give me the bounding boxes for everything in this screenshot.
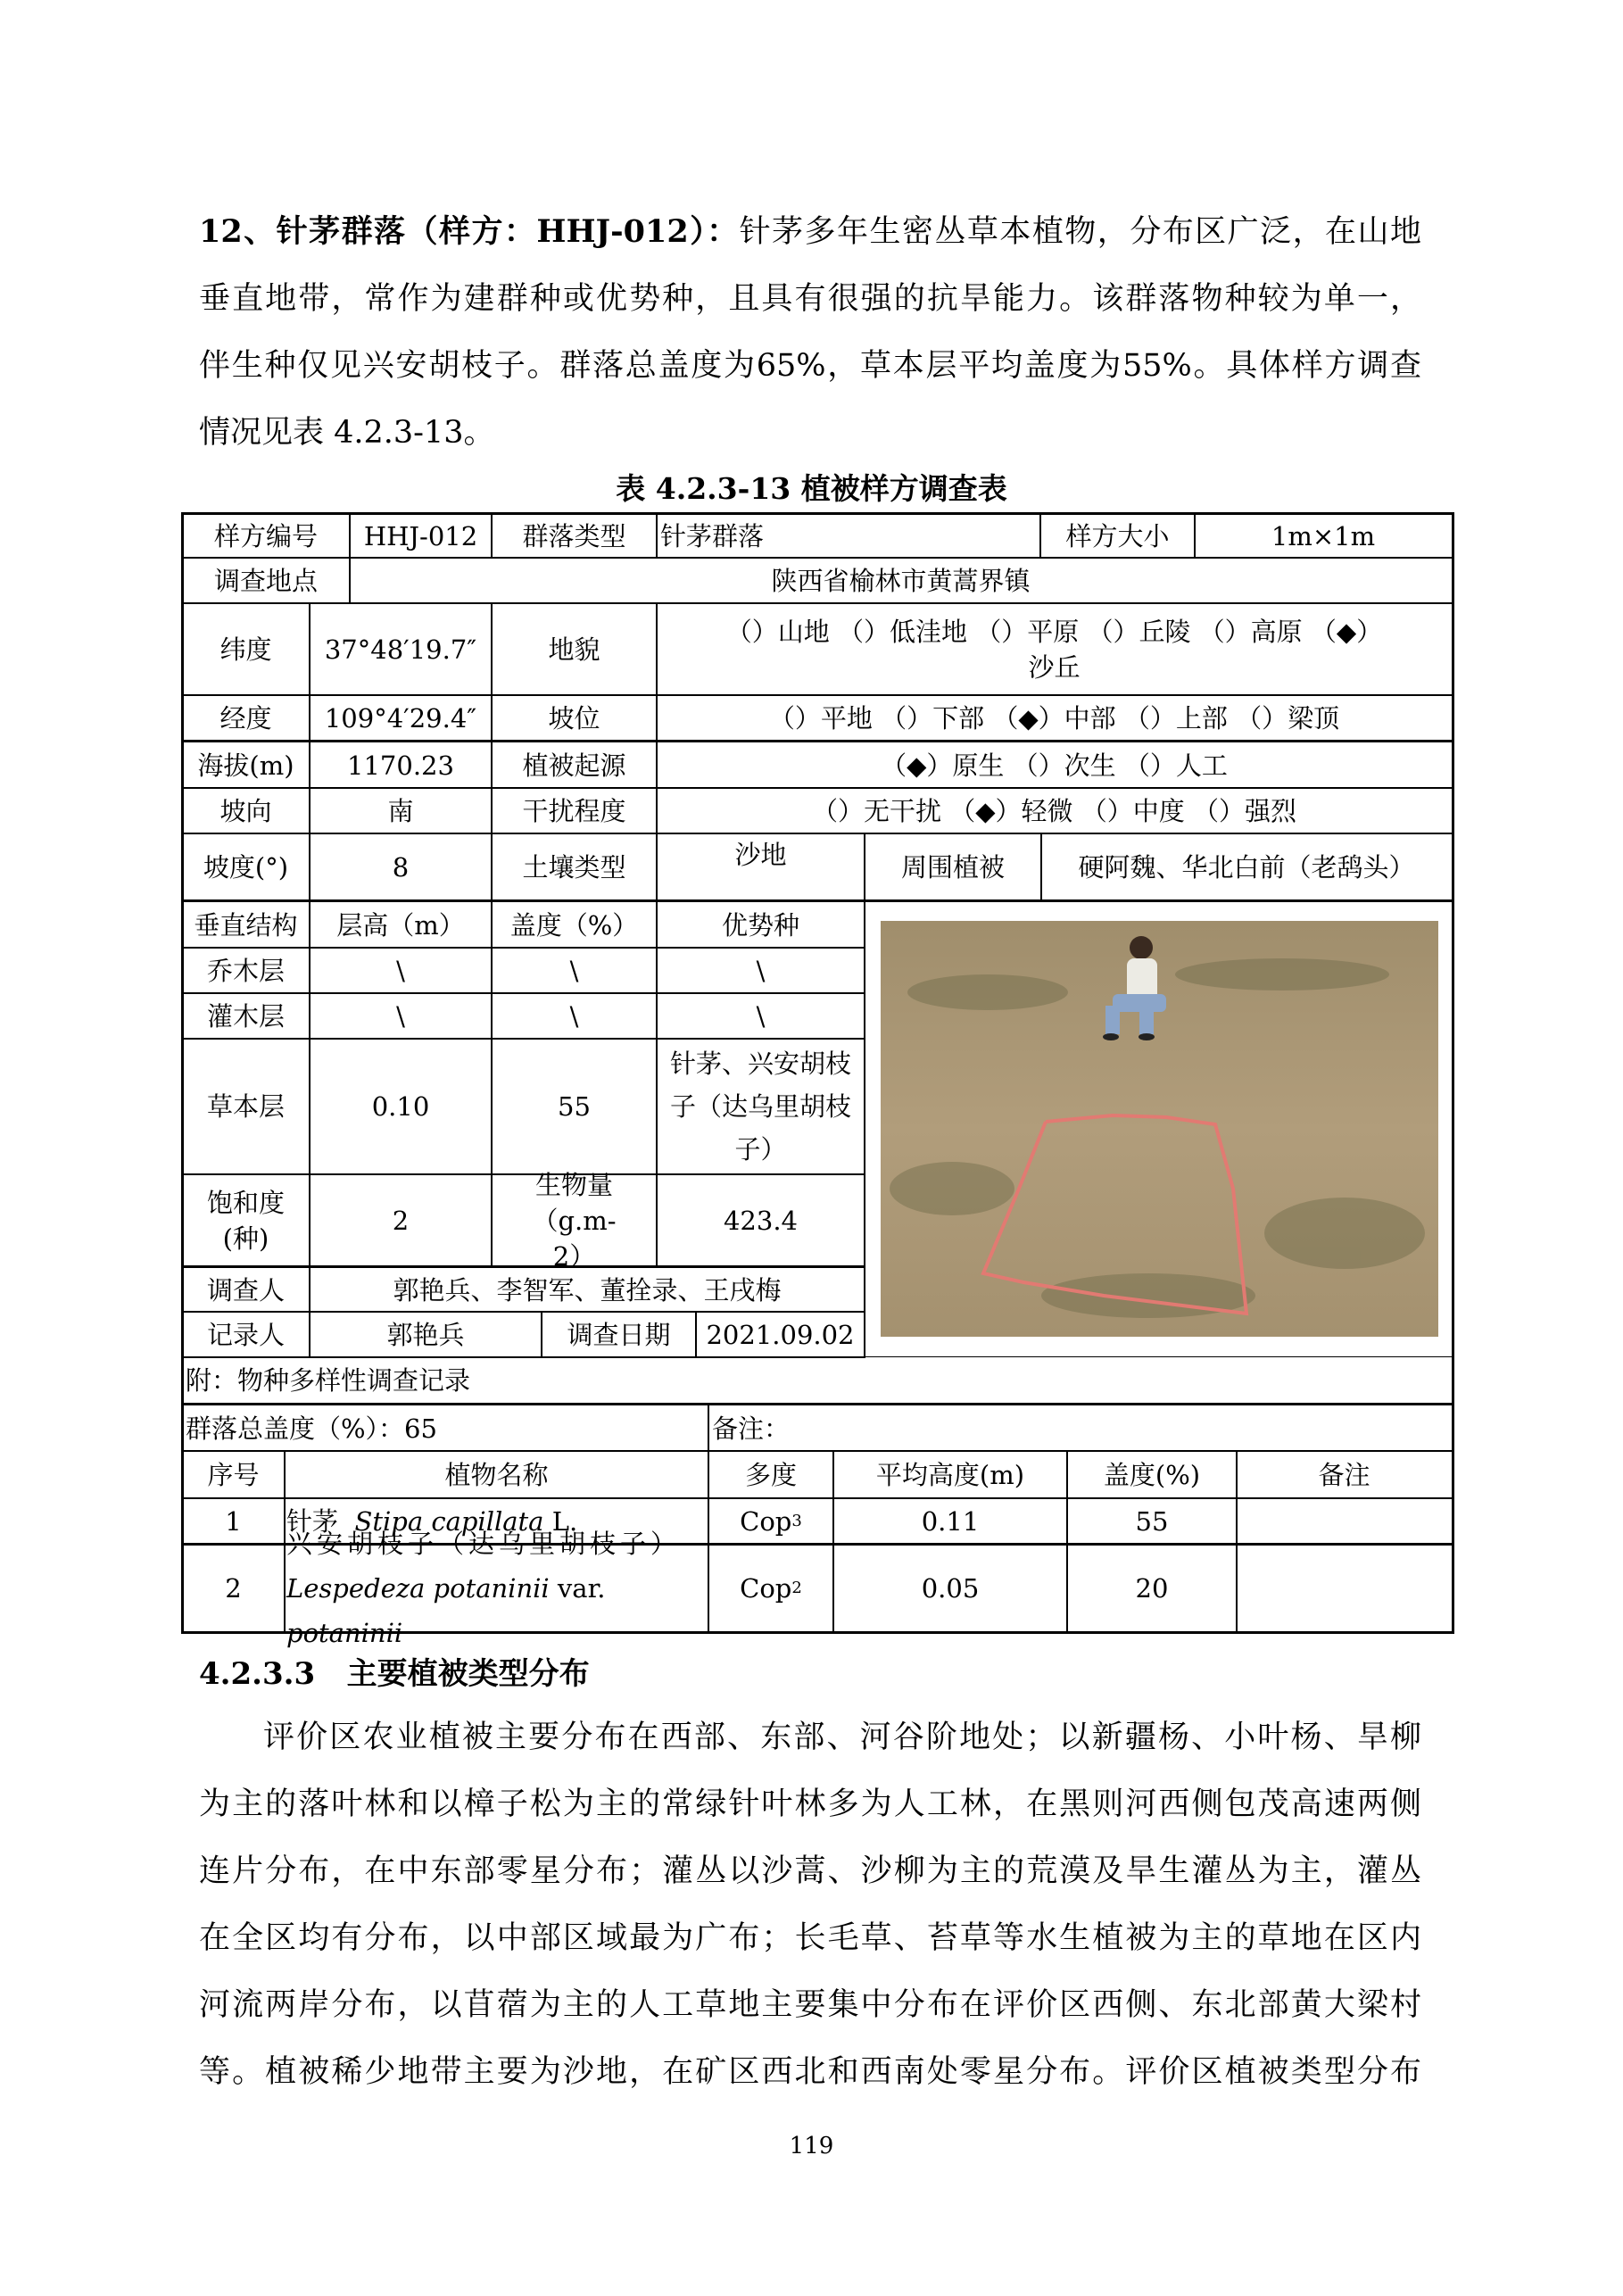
layer-name: 草本层 (181, 1038, 311, 1175)
page-number: 119 (789, 2133, 834, 2159)
species-cn: 针茅 (286, 1505, 339, 1537)
layer-header-structure: 垂直结构 (181, 899, 311, 949)
section-heading: 4.2.3.3 主要植被类型分布 (199, 1656, 590, 1692)
species-header-height: 平均高度(m) (832, 1450, 1068, 1499)
appendix-label: 附：物种多样性调查记录 (181, 1356, 1454, 1405)
species-author: L. (551, 1505, 578, 1537)
section-line-4: 在全区均有分布，以中部区域最为广布；长毛草、苔草等水生植被为主的草地在区内 (199, 1920, 1421, 1956)
section-line-6: 等。植被稀少地带主要为沙地，在矿区西北和西南处零星分布。评价区植被类型分布 (199, 2054, 1421, 2090)
landform-line-1: （）山地 （）低洼地 （）平原 （）丘陵 （）高原 （◆） (725, 616, 1383, 647)
layer-header-cover: 盖度（%） (491, 899, 658, 949)
altitude: 1170.23 (309, 740, 493, 789)
recorder-label: 记录人 (181, 1311, 311, 1358)
section-line-1: 评价区农业植被主要分布在西部、东部、河谷阶地处；以新疆杨、小叶杨、旱柳 (263, 1720, 1421, 1755)
plot-size: 1m×1m (1194, 512, 1454, 559)
surveyors: 郭艳兵、李智军、董拴录、王戌梅 (309, 1265, 865, 1313)
table-title: 表 4.2.3-13 植被样方调查表 (616, 471, 1007, 506)
slope-position: （）平地 （）下部 （◆）中部 （）上部 （）梁顶 (656, 694, 1454, 742)
latitude: 37°48′19.7″ (309, 602, 493, 696)
intro-line-3: 伴生种仅见兴安胡枝子。群落总盖度为65%，草本层平均盖度为55%。具体样方调查 (199, 348, 1421, 384)
remarks-label: 备注： (708, 1403, 1454, 1452)
soil: 沙地 (656, 833, 865, 901)
species-header-no: 序号 (181, 1450, 286, 1499)
species-latin: Lespedeza potaninii (286, 1573, 550, 1604)
species-note (1236, 1497, 1454, 1545)
species-cn: 兴安胡枝子（达乌里胡枝子） (286, 1529, 682, 1559)
species-var: var. (557, 1573, 606, 1604)
species-latin-line (286, 1566, 705, 1655)
soil-label: 土壤类型 (491, 833, 658, 901)
field-photo (881, 921, 1438, 1337)
biomass-label: 生物量（g.m-2） (491, 1173, 658, 1267)
intro-line-2: 垂直地带，常作为建群种或优势种，且具有很强的抗旱能力。该群落物种较为单一， (199, 281, 1421, 317)
location: 陕西省榆林市黄蒿界镇 (349, 557, 1454, 604)
section-line-5: 河流两岸分布，以苜蓿为主的人工草地主要集中分布在评价区西侧、东北部黄大梁村 (199, 1987, 1421, 2023)
layer-cover: 55 (491, 1038, 658, 1175)
abundance-value: Cop (740, 1573, 792, 1604)
species-header-cover: 盖度(%) (1066, 1450, 1238, 1499)
disturbance-label: 干扰程度 (491, 787, 658, 834)
longitude-label: 经度 (181, 694, 311, 742)
table-left-border (181, 512, 184, 1634)
slope: 8 (309, 833, 493, 901)
longitude: 109°4′29.4″ (309, 694, 493, 742)
surrounding: 硬阿魏、华北白前（老鸹头） (1040, 833, 1454, 901)
disturbance: （）无干扰 （◆）轻微 （）中度 （）强烈 (656, 787, 1454, 834)
layer-name: 灌木层 (181, 992, 311, 1040)
species-no: 2 (181, 1543, 286, 1634)
plot-size-label: 样方大小 (1039, 512, 1196, 559)
landform-options (656, 602, 1454, 696)
species-abundance: Cop 3 (708, 1497, 834, 1545)
layer-cover: \ (491, 992, 658, 1040)
layer-dominant: \ (656, 947, 865, 994)
section-line-2: 为主的落叶林和以樟子松为主的常绿针叶林多为人工林，在黑则河西侧包茂高速两侧 (199, 1786, 1421, 1822)
intro-line-1 (199, 210, 1421, 254)
layer-height: \ (309, 947, 493, 994)
surrounding-label: 周围植被 (864, 833, 1042, 901)
abundance-value: Cop (740, 1505, 792, 1537)
layer-height: \ (309, 992, 493, 1040)
species-no: 1 (181, 1497, 286, 1545)
community-type: 针茅群落 (656, 512, 1041, 559)
species-name (284, 1529, 709, 1648)
total-cover: 群落总盖度（%）：65 (181, 1403, 709, 1452)
species-height: 0.11 (832, 1497, 1068, 1545)
intro-lead: 12、针茅群落（样方：HHJ-012）： (199, 213, 740, 250)
location-label: 调查地点 (181, 557, 351, 604)
veg-origin-label: 植被起源 (491, 740, 658, 789)
landform-label: 地貌 (491, 602, 658, 696)
aspect-label: 坡向 (181, 787, 311, 834)
sample-id-label: 样方编号 (181, 512, 351, 559)
species-cover: 20 (1066, 1543, 1238, 1634)
species-cover: 55 (1066, 1497, 1238, 1545)
section-line-3: 连片分布，在中东部零星分布；灌丛以沙蒿、沙柳为主的荒漠及旱生灌丛为主，灌丛 (199, 1853, 1421, 1889)
species-latin-2: potaninii (286, 1618, 403, 1648)
surveyors-label: 调查人 (181, 1265, 311, 1313)
layer-header-dominant: 优势种 (656, 899, 865, 949)
landform-line-2: 沙丘 (1028, 651, 1081, 683)
layer-header-height: 层高（m） (309, 899, 493, 949)
intro-line-4: 情况见表 4.2.3-13。 (199, 415, 495, 451)
community-type-label: 群落类型 (491, 512, 658, 559)
slope-label: 坡度(°) (181, 833, 311, 901)
species-note (1236, 1543, 1454, 1634)
recorder: 郭艳兵 (309, 1311, 542, 1358)
species-header-name: 植物名称 (284, 1450, 709, 1499)
species-abundance: Cop 2 (708, 1543, 834, 1634)
species-header-note: 备注 (1236, 1450, 1454, 1499)
species-latin: Stipa capillata (354, 1505, 544, 1537)
layer-dominant: \ (656, 992, 865, 1040)
layer-height: 0.10 (309, 1038, 493, 1175)
veg-origin: （◆）原生 （）次生 （）人工 (656, 740, 1454, 789)
species-header-abundance: 多度 (708, 1450, 834, 1499)
aspect: 南 (309, 787, 493, 834)
saturation-label: 饱和度(种) (181, 1173, 311, 1267)
layer-name: 乔木层 (181, 947, 311, 994)
survey-date: 2021.09.02 (695, 1311, 865, 1358)
slope-position-label: 坡位 (491, 694, 658, 742)
altitude-label: 海拔(m) (181, 740, 311, 789)
latitude-label: 纬度 (181, 602, 311, 696)
saturation: 2 (309, 1173, 493, 1267)
layer-dominant: 针茅、兴安胡枝子（达乌里胡枝子） (656, 1038, 865, 1175)
species-height: 0.05 (832, 1543, 1068, 1634)
date-label: 调查日期 (541, 1311, 697, 1358)
layer-cover: \ (491, 947, 658, 994)
sample-id: HHJ-012 (349, 512, 493, 559)
biomass: 423.4 (656, 1173, 865, 1267)
intro-text: 针茅多年生密丛草本植物，分布区广泛，在山地 (739, 214, 1421, 250)
